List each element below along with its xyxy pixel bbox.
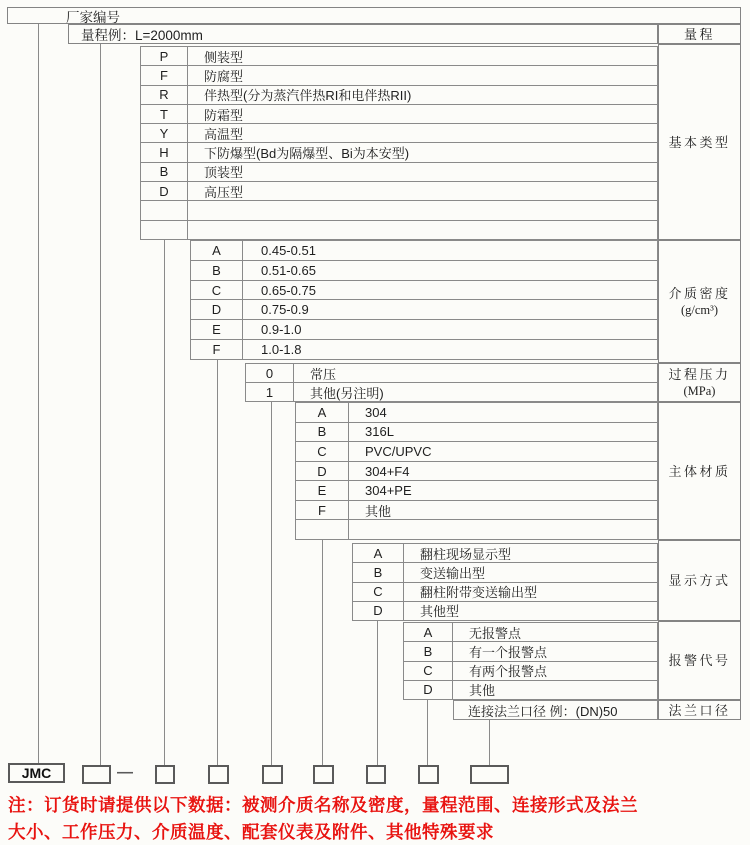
code-cell [141,221,188,239]
basic-type-category-cell [658,44,741,240]
table-row [141,181,657,200]
basic-type-table [140,46,658,240]
desc-cell: 304 [365,404,387,420]
table-row [191,319,657,339]
code-cell: A [353,544,404,562]
code-cell: Y [141,124,188,142]
range-category-label: 量程 [683,26,715,42]
desc-cell: 顶装型 [204,165,244,181]
desc-cell: 防霜型 [204,107,244,123]
code-cell: F [296,501,349,520]
order-note-line2: 大小、工作压力、介质温度、配套仪表及附件、其他特殊要求 [8,822,494,842]
table-row [141,65,657,84]
code-cell: E [191,320,243,339]
code-cell: P [141,47,188,65]
code-cell: D [191,300,243,319]
code-cell: D [404,681,453,699]
flange-category-cell [658,700,741,720]
model-code-box-display [366,765,386,784]
flange-size-row [453,700,658,720]
material-category-cell [658,402,741,540]
alarm-category-cell [658,621,741,700]
code-cell: C [191,281,243,300]
desc-cell: PVC/UPVC [365,443,432,459]
code-cell: R [141,86,188,104]
density-table [190,240,658,360]
display-mode-table [352,543,658,621]
alarm-category-label: 报警代号 [668,653,731,668]
table-row [454,701,657,719]
code-cell: C [296,442,349,461]
desc-cell: 其他 [469,683,496,699]
connector-line-range [100,44,101,765]
range-category-cell [658,24,741,44]
table-row [141,220,657,239]
desc-cell: 0.45-0.51 [261,242,316,258]
model-code-box-density [208,765,229,784]
desc-cell [188,201,657,219]
table-row [191,280,657,300]
connector-line-material [322,540,323,765]
desc-cell: 0.65-0.75 [261,282,316,298]
desc-cell: 304+F4 [365,463,410,479]
desc-cell: 高温型 [204,126,244,142]
desc-cell: 变送输出型 [420,565,486,581]
pressure-category-label: 过程压力 [668,366,731,382]
desc-cell: 有两个报警点 [469,664,548,680]
code-cell: E [296,481,349,500]
code-cell: B [404,642,453,660]
table-row [404,680,657,699]
manufacturer-number-label: 厂家编号 [66,9,120,25]
connector-line-flange [489,720,490,765]
dash-separator: — [117,764,133,781]
code-cell: B [353,563,404,581]
model-code-box-basic-type [155,765,175,784]
connector-line-pressure [271,402,272,765]
range-example-label: 量程例：L=2000mm [81,28,203,43]
model-code-box-flange [470,765,509,784]
manufacturer-number-box [7,7,741,24]
desc-cell: 1.0-1.8 [261,342,302,358]
desc-cell: 高压型 [204,184,244,200]
desc-cell: 连接法兰口径 例：(DN)50 [468,703,618,719]
table-row [191,241,657,260]
table-row [246,364,657,382]
density-unit-label: (g/cm³) [680,302,719,317]
table-row [296,461,657,481]
pressure-unit-label: (MPa) [683,383,716,398]
code-cell: A [404,623,453,641]
desc-cell: 其他(另注明) [310,385,384,401]
table-row [296,441,657,461]
model-code-box-material [313,765,334,784]
table-row [404,623,657,641]
table-row [353,601,657,620]
desc-cell: 其他 [365,503,392,519]
model-code-box-range [82,765,111,784]
desc-cell: 常压 [310,366,337,382]
flange-category-label: 法兰口径 [668,702,731,718]
range-example-box [68,24,658,44]
code-cell: A [296,403,349,422]
desc-cell: 伴热型(分为蒸汽伴热RI和电伴热RII) [204,88,412,104]
desc-cell: 0.75-0.9 [261,302,309,318]
table-row [296,500,657,520]
pressure-category-cell [658,363,741,402]
table-row [404,641,657,660]
table-row [246,382,657,401]
code-cell: A [191,241,243,260]
model-code-box-pressure [262,765,283,784]
table-row [141,142,657,161]
code-cell: T [141,105,188,123]
table-row [141,162,657,181]
alarm-code-table [403,622,658,700]
code-cell: F [191,340,243,359]
desc-cell: 防腐型 [204,68,244,84]
order-note-line1: 注：订货时请提供以下数据：被测介质名称及密度，量程范围、连接形式及法兰 [8,795,638,815]
table-row [353,544,657,562]
desc-cell: 316L [365,424,394,440]
code-cell: D [353,602,404,620]
table-row [191,299,657,319]
display-category-label: 显示方式 [668,573,731,588]
desc-cell: 有一个报警点 [469,644,548,660]
table-row [296,422,657,442]
table-row [353,562,657,581]
table-row [404,661,657,680]
code-cell: 0 [246,364,294,382]
pressure-table [245,363,658,402]
code-cell: 1 [246,383,294,401]
table-row [141,47,657,65]
density-category-cell [658,240,741,363]
table-row [296,480,657,500]
desc-cell: 翻柱附带变送输出型 [420,585,538,601]
connector-line-alarm [427,700,428,765]
table-row [296,403,657,422]
material-table [295,402,658,540]
table-row [141,123,657,142]
code-cell: B [296,423,349,442]
desc-cell: 304+PE [365,483,412,499]
table-row [296,519,657,539]
density-category-label: 介质密度 [668,285,731,301]
display-category-cell [658,540,741,621]
basic-type-category-label: 基本类型 [668,134,731,150]
desc-cell: 侧装型 [204,49,244,65]
material-category-label: 主体材质 [668,463,731,479]
connector-line-display [377,621,378,765]
desc-cell: 下防爆型(Bd为隔爆型、Bi为本安型) [204,146,410,162]
table-row [141,85,657,104]
model-code-box-alarm [418,765,439,784]
code-cell [141,201,188,219]
code-cell: B [141,163,188,181]
table-row [141,104,657,123]
connector-line-basic-type [164,240,165,765]
desc-cell [188,221,657,239]
table-row [191,260,657,280]
model-prefix-label: JMC [21,765,52,781]
connector-line-manufacturer [38,24,39,763]
code-cell: F [141,66,188,84]
table-row [353,582,657,601]
desc-cell [349,520,657,539]
code-cell: H [141,143,188,161]
desc-cell: 翻柱现场显示型 [420,546,512,562]
code-cell: C [353,583,404,601]
desc-cell: 0.9-1.0 [261,322,302,338]
table-row [191,339,657,359]
desc-cell: 无报警点 [469,625,522,641]
code-cell: B [191,261,243,280]
code-cell: D [296,462,349,481]
order-note [8,792,748,845]
code-cell: C [404,662,453,680]
table-row [141,200,657,219]
code-cell: D [141,182,188,200]
model-prefix-box [8,763,65,783]
desc-cell: 其他型 [420,604,460,620]
connector-line-density [217,360,218,765]
code-cell [296,520,349,539]
desc-cell: 0.51-0.65 [261,262,316,278]
